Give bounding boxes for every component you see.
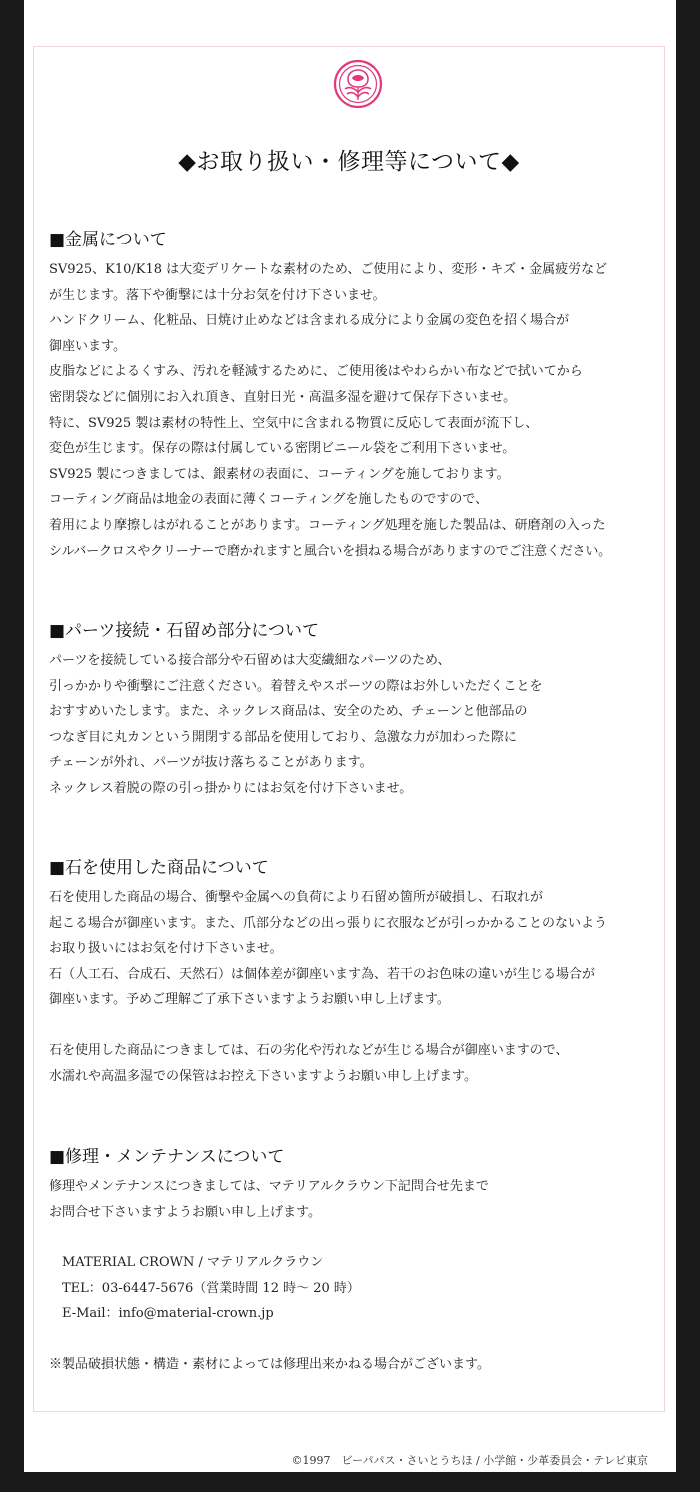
copyright-text: ©1997 ビーパパス・さいとうちほ / 小学館・少革委員会・テレビ東京 [291,1454,648,1467]
contact-email[interactable]: E-Mail：info@material-crown.jp [62,1306,274,1322]
section-repair [49,1145,659,1378]
section-metal [49,228,659,564]
care-info-card [33,46,665,1412]
body-line: 修理やメンテナンスにつきましては、マテリアルクラウン下記問合せ先まで [49,1179,489,1194]
repair-note: ※製品破損状態・構造・素材によっては修理出来かねる場合がございます。 [49,1356,490,1372]
section-parts [49,619,659,802]
body-line: 御座います。 [49,338,126,354]
paragraph-gap [49,1225,659,1250]
body-line: SV925、K10/K18 は大変デリケートな素材のため、ご使用により、変形・キズ・金属疲労など [49,262,608,277]
rose-emblem-icon [333,59,383,109]
body-line: おすすめいたします。また、ネックレス商品は、安全のため、チェーンと他部品の [49,704,528,720]
body-line: 起こる場合が御座います。また、爪部分などの出っ張りに衣服などが引っかかることのないよう [49,915,607,931]
body-line: お取り扱いにはお気を付け下さいませ。 [49,941,283,957]
body-line: 石（人工石、合成石、天然石）は個体差が御座います為、若干のお色味の違いが生じる場合が [49,966,596,982]
body-line: が生じます。落下や衝撃には十分お気を付け下さいませ。 [49,287,386,303]
body-line: 御座います。予めご理解ご了承下さいますようお願い申し上げます。 [49,992,450,1008]
body-line: 着用により摩擦しはがれることがあります。コーティング処理を施した製品は、研磨剤の入った [49,517,606,533]
contact-company: MATERIAL CROWN / マテリアルクラウン [62,1255,324,1271]
section-stones [49,856,659,1089]
page-title: ◆お取り扱い・修理等について◆ [178,149,520,175]
body-line: シルバークロスやクリーナーで磨かれますと風合いを損ねる場合がありますのでご注意ください。 [49,543,611,559]
body-line: 水濡れや高温多湿での保管はお控え下さいますようお願い申し上げます。 [49,1068,477,1084]
body-line: 石を使用した商品につきましては、石の劣化や汚れなどが生じる場合が御座いますので、 [49,1042,569,1058]
body-line: チェーンが外れ、パーツが抜け落ちることがあります。 [49,755,373,771]
body-line: 引っかかりや衝撃にご注意ください。着替えやスポーツの際はお外しいただくことを [49,678,543,694]
paragraph-gap [49,1013,659,1038]
paragraph-gap [49,1327,659,1352]
body-line: 密閉袋などに個別にお入れ頂き、直射日光・高温多湿を避けて保存下さいませ。 [49,389,517,405]
body-line: つなぎ目に丸カンという開閉する部品を使用しており、急激な力が加わった際に [49,729,517,745]
contact-tel: TEL：03-6447-5676（営業時間 12 時〜 20 時） [62,1280,360,1296]
section-heading: ■パーツ接続・石留め部分について [49,621,320,641]
section-heading: ■石を使用した商品について [49,858,269,878]
body-line: コーティング商品は地金の表面に薄くコーティングを施したものですので、 [49,492,489,508]
body-line: SV925 製につきましては、銀素材の表面に、コーティングを施しております。 [49,466,510,482]
section-heading: ■金属について [49,230,167,250]
body-line: ハンドクリーム、化粧品、日焼け止めなどは含まれる成分により金属の変色を招く場合が [49,313,570,329]
body-line: ネックレス着脱の際の引っ掛かりにはお気を付け下さいませ。 [49,780,413,796]
body-line: パーツを接続している接合部分や石留めは大変繊細なパーツのため、 [49,653,451,668]
body-line: 変色が生じます。保存の際は付属している密閉ビニール袋をご利用下さいませ。 [49,441,516,457]
section-heading: ■修理・メンテナンスについて [49,1147,285,1167]
body-line: 石を使用した商品の場合、衝撃や金属への負荷により石留め箇所が破損し、石取れが [49,890,544,905]
body-line: 特に、SV925 製は素材の特性上、空気中に含まれる物質に反応して表面が流下し、 [49,415,539,431]
body-line: 皮脂などによるくすみ、汚れを軽減するために、ご使用後はやわらかい布などで拭いてから [49,364,583,380]
page-background [24,0,676,1472]
body-line: お問合せ下さいますようお願い申し上げます。 [49,1204,321,1220]
